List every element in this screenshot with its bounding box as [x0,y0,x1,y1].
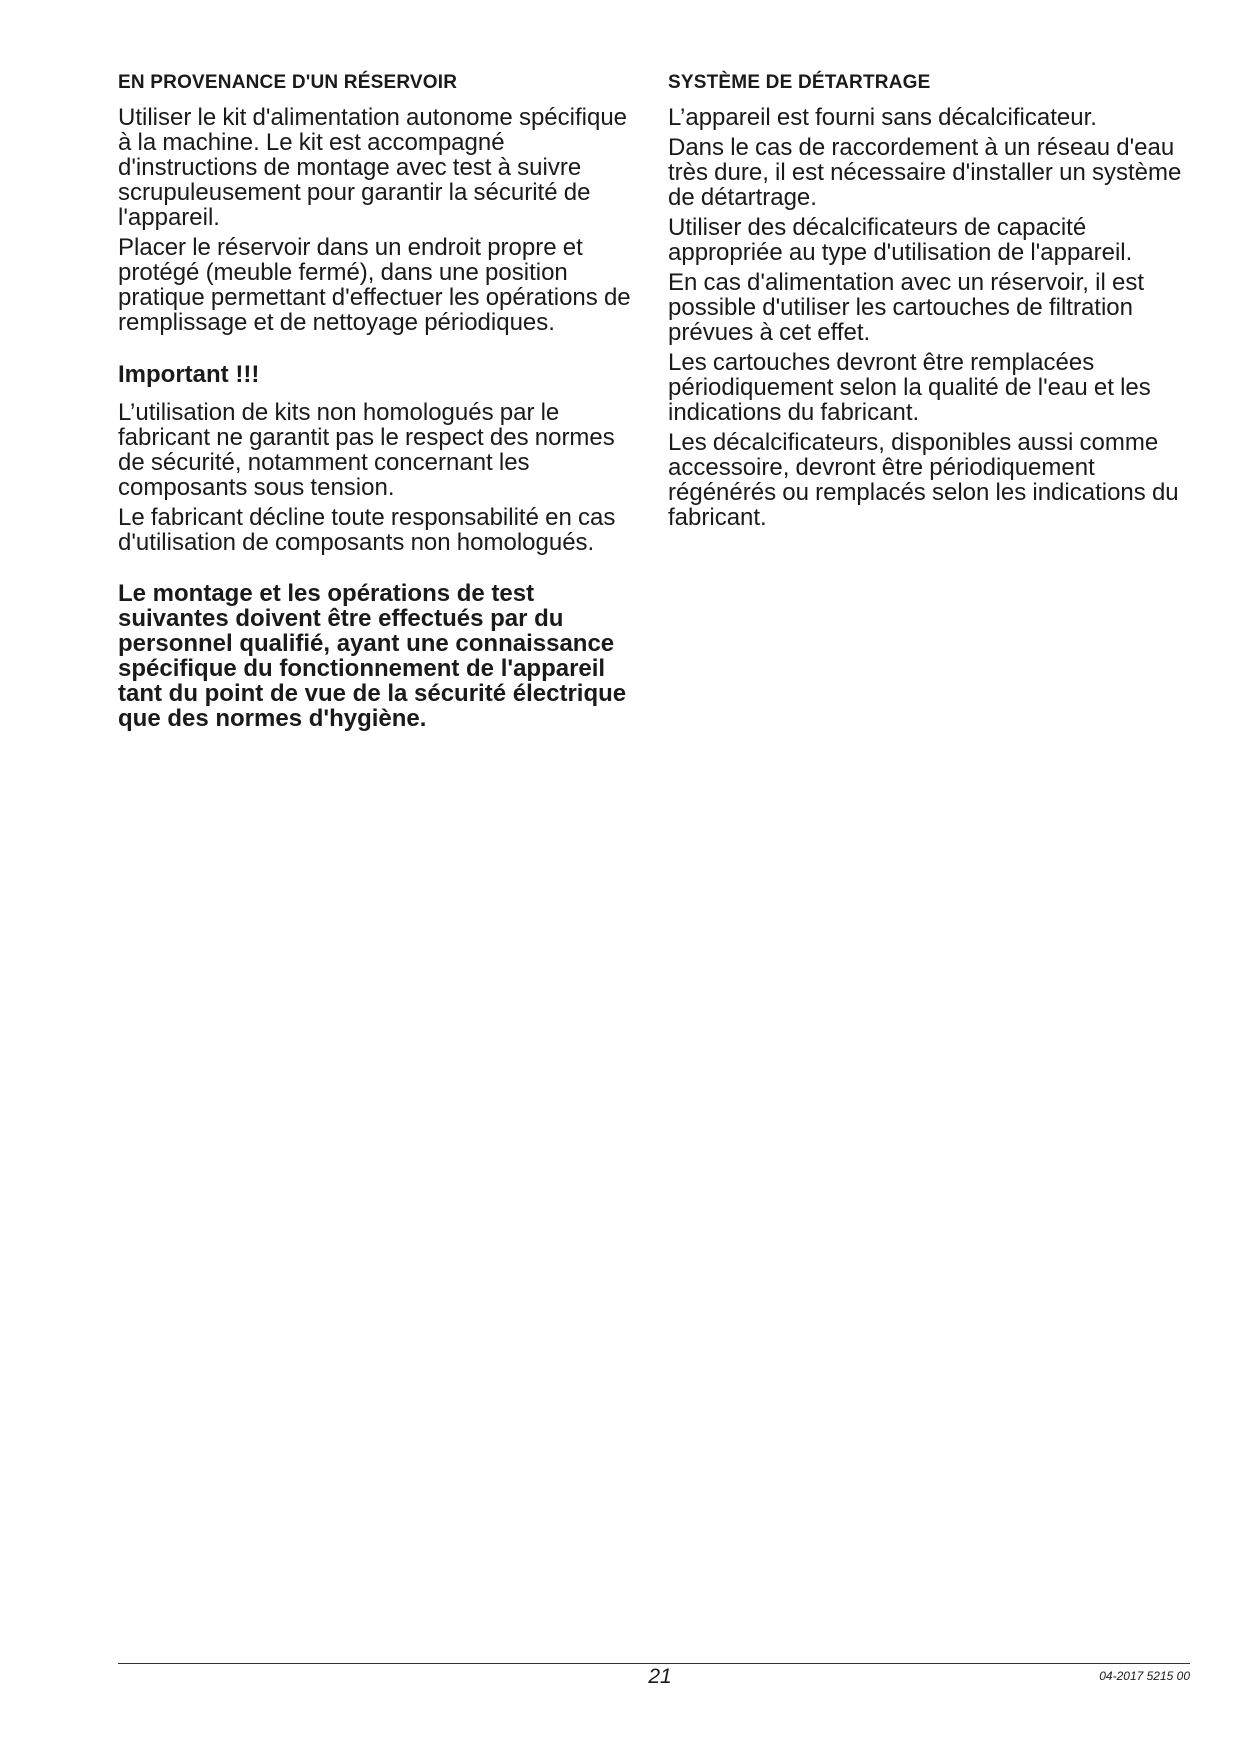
paragraph: L’utilisation de kits non homologués par le fabricant ne garantit pas le respect des normes de sécurité, notamment concernant les composants sous tension. [118,398,615,501]
left-column [118,72,638,731]
paragraph: L’appareil est fourni sans décalcificateur. [668,103,1097,131]
paragraph: Le fabricant décline toute responsabilité en cas d'utilisation de composants non homologués. [118,503,616,556]
paragraph: Placer le réservoir dans un endroit propre et protégé (meuble fermé), dans une position pratique permettant d'effectuer les opérations de remplissage et de nettoyage périodiques. [118,233,631,336]
document-code: 04-2017 5215 00 [1099,1669,1190,1683]
right-column [668,72,1200,535]
paragraph: En cas d'alimentation avec un réservoir, il est possible d'utiliser les cartouches de filtration prévues à cet effet. [668,268,1144,346]
paragraph: Utiliser le kit d'alimentation autonome spécifique à la machine. Le kit est accompagné d'instructions de montage avec test à suivre scrupuleusement pour garantir la sécurité de l'appareil. [118,103,628,231]
paragraph: Les décalcificateurs, disponibles aussi comme accessoire, devront être périodiquement régénérés ou remplacés selon les indications du fabricant. [668,428,1179,531]
paragraph: Les cartouches devront être remplacées périodiquement selon la qualité de l'eau et les indications du fabricant. [668,348,1151,426]
important-title: Important !!! [118,360,260,388]
footer-divider [118,1663,1190,1664]
safety-warning: Le montage et les opérations de test suivantes doivent être effectués par du personnel qualifié, ayant une connaissance spécifique du fonctionnement de l'appareil tant du point de vue de la sécurité électrique que des normes d'hygiène. [118,579,627,732]
paragraph: Dans le cas de raccordement à un réseau d'eau très dure, il est nécessaire d'installer un système de détartrage. [668,133,1182,211]
section-heading-reservoir: EN PROVENANCE D'UN RÉSERVOIR [118,72,458,93]
section-heading-detartrage: SYSTÈME DE DÉTARTRAGE [668,72,931,93]
page-number: 21 [648,1665,672,1688]
paragraph: Utiliser des décalcificateurs de capacité appropriée au type d'utilisation de l'appareil. [668,213,1133,266]
